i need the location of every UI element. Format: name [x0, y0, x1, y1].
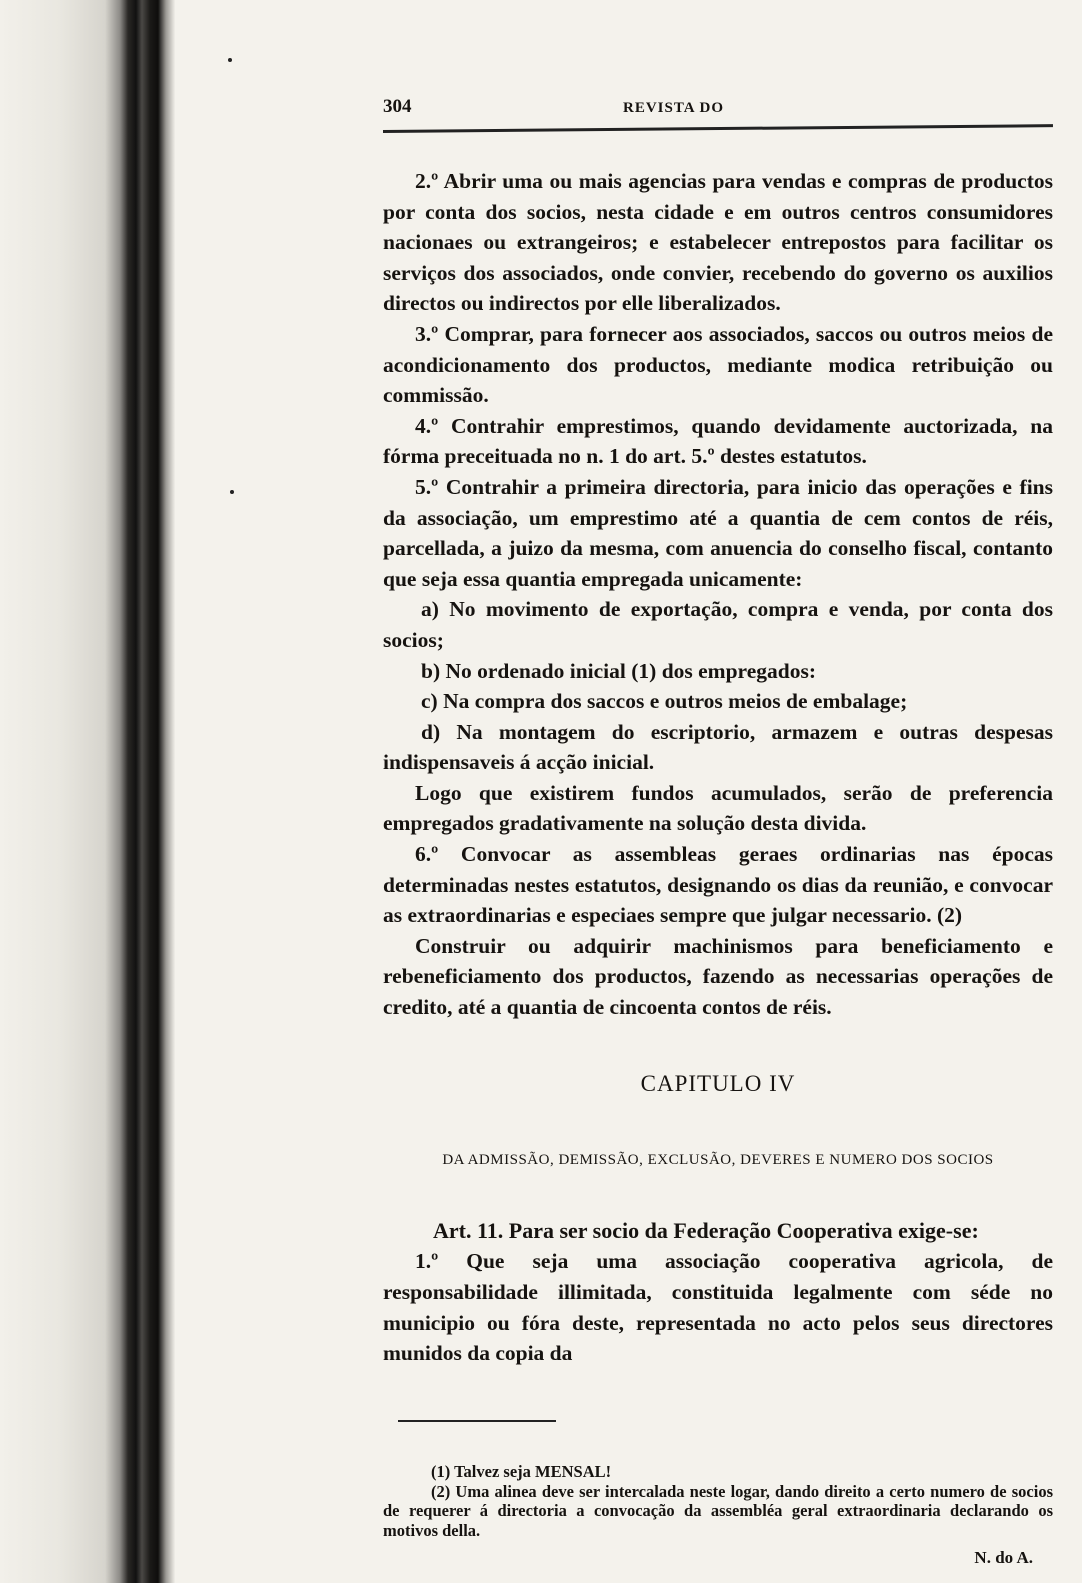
- footnotes: [383, 1462, 1053, 1568]
- article-heading: Art. 11. Para ser socio da Federação Cooperativa exige-se:: [433, 1217, 979, 1243]
- paragraph-machinery: Construir ou adquirir machinismos para beneficiamento e rebeneficiamento dos productos, fazendo as necessarias operações de credito, até a quantia de cincoenta contos de réis.: [383, 933, 1053, 1020]
- article-item-1: 1.º Que seja uma associação cooperativa agricola, de responsabilidade illimitada, constituida legalmente com séde no municipio ou fóra deste, representada no acto pelos seus directores munidos da copia da: [383, 1249, 1053, 1366]
- page-header: [383, 96, 1063, 126]
- page-number: 304: [383, 96, 412, 117]
- body-text: [383, 166, 1053, 1369]
- subitem-c: c) Na compra dos saccos e outros meios de embalage;: [421, 689, 908, 714]
- paragraph-item-6: 6.º Convocar as assembleas geraes ordinarias nas épocas determinadas nestes estatutos, designando os dias da reunião, e convocar as extraordinarias e especiaes sempre que julgar necessario. (2): [383, 842, 1053, 928]
- paragraph-item-3: 3.º Comprar, para fornecer aos associados, saccos ou outros meios de acondicionamento dos productos, mediante modica retribuição ou commissão.: [383, 321, 1053, 408]
- subitem-d: d) Na montagem do escriptorio, armazem e outras despesas indispensaveis á acção inicial.: [383, 719, 1053, 775]
- footnote-2: (2) Uma alinea deve ser intercalada neste logar, dando direito a certo numero de socios de requerer á directoria a convocação da assembléa geral extraordinaria declarando os motivos della.: [383, 1481, 1053, 1540]
- book-spine-shadow: [0, 0, 175, 1583]
- subitem-b: b) No ordenado inicial (1) dos empregados:: [421, 658, 816, 683]
- paragraph-item-5: 5.º Contrahir a primeira directoria, para inicio das operações e fins da associação, um emprestimo até a quantia de cem contos de réis, parcellada, a juizo da mesma, com anuencia do conselho fiscal, contanto que seja essa quantia empregada unicamente:: [383, 474, 1053, 591]
- paper-speck: [230, 490, 234, 494]
- paragraph-item-2: 2.º Abrir uma ou mais agencias para vendas e compras de productos por conta dos socios, nesta cidade e em outros centros consumidores nacionaes ou extrangeiros; e estabelecer entrepostos para facilitar os serviços dos associados, onde convier, recebendo do governo os auxilios directos ou indirectos por elle liberalizados.: [383, 169, 1053, 316]
- footnote-1: (1) Talvez seja MENSAL!: [431, 1462, 612, 1481]
- paragraph-item-4: 4.º Contrahir emprestimos, quando devidamente auctorizada, na fórma preceituada no n. 1 do art. 5.º destes estatutos.: [383, 413, 1053, 469]
- subitem-a: a) No movimento de exportação, compra e venda, por conta dos socios;: [383, 597, 1053, 652]
- running-head: REVISTA DO: [623, 100, 724, 116]
- book-page: [383, 96, 1063, 1567]
- paragraph-funds: Logo que existirem fundos acumulados, serão de preferencia empregados gradativamente na solução desta divida.: [383, 780, 1053, 836]
- chapter-subtitle: DA ADMISSÃO, DEMISSÃO, EXCLUSÃO, DEVERES E NUMERO DOS SOCIOS: [442, 1152, 994, 1169]
- paper-speck: [228, 58, 232, 62]
- chapter-title: CAPITULO IV: [640, 1070, 796, 1096]
- author-note-signature: N. do A.: [974, 1548, 1033, 1567]
- footnote-rule: [398, 1420, 556, 1422]
